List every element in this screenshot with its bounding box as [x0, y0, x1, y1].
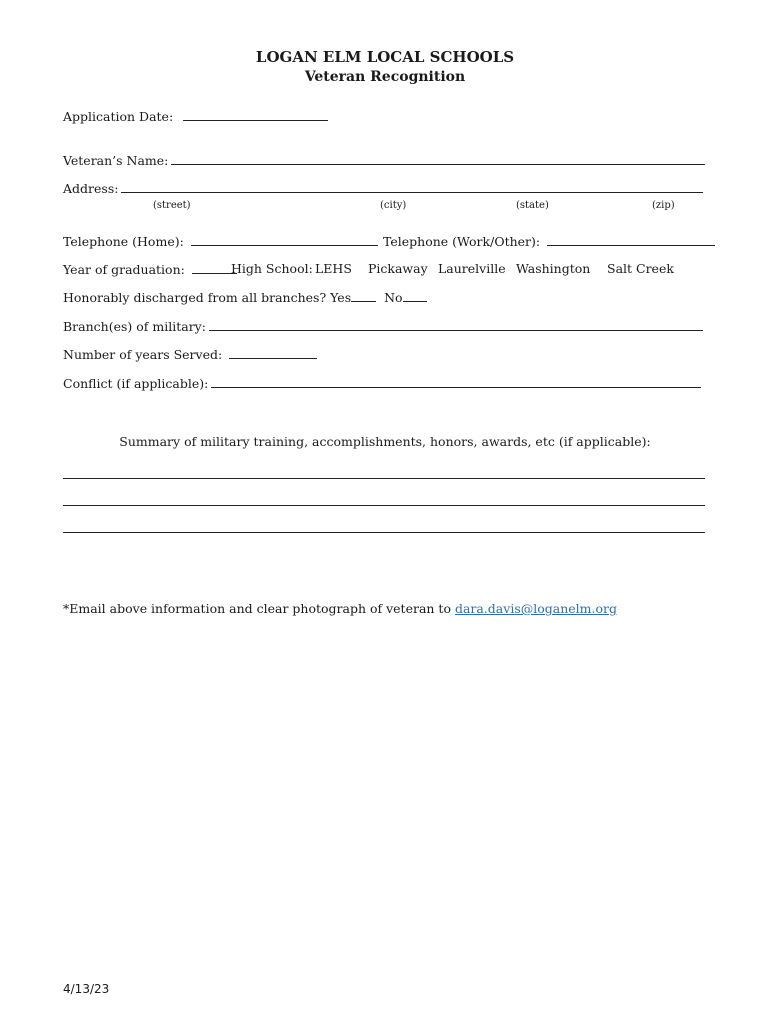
email-link[interactable]: dara.davis@loganelm.org	[454, 601, 617, 616]
branch-row	[63, 318, 703, 334]
summary-label: Summary of military training, accomplishments, honors, awards, etc (if applicable):	[119, 434, 651, 449]
address-zip-hint: (zip)	[652, 200, 675, 211]
high-school-label: High School:	[231, 261, 313, 276]
telephone-work-label: Telephone (Work/Other):	[383, 234, 541, 249]
years-served-field[interactable]	[229, 346, 317, 359]
school-option-washington[interactable]: Washington	[516, 261, 591, 276]
telephone-work-field[interactable]	[547, 233, 715, 246]
application-date-field[interactable]	[183, 108, 328, 121]
address-street-hint: (street)	[153, 200, 191, 211]
veteran-name-label: Veteran’s Name:	[63, 153, 169, 168]
veteran-name-row	[63, 152, 705, 168]
form-subtitle: Veteran Recognition	[304, 69, 466, 85]
branch-label: Branch(es) of military:	[63, 319, 206, 334]
conflict-field[interactable]	[211, 375, 701, 388]
discharged-no-label: No	[384, 290, 403, 305]
discharged-yes-field[interactable]	[351, 289, 376, 302]
veteran-name-field[interactable]	[171, 152, 705, 165]
school-option-pickaway[interactable]: Pickaway	[368, 261, 428, 276]
address-row	[63, 180, 703, 196]
years-served-row	[63, 346, 317, 362]
address-field[interactable]	[121, 180, 703, 193]
discharged-row	[63, 289, 427, 305]
telephone-work-row	[383, 233, 715, 249]
address-label: Address:	[63, 181, 119, 196]
summary-line-2[interactable]	[63, 505, 705, 506]
discharged-no-field[interactable]	[403, 289, 427, 302]
conflict-row	[63, 375, 701, 391]
school-option-lehs[interactable]: LEHS	[315, 261, 352, 276]
discharged-label: Honorably discharged from all branches? Yes	[63, 290, 352, 305]
school-option-laurelville[interactable]: Laurelville	[438, 261, 506, 276]
telephone-home-field[interactable]	[191, 233, 378, 246]
graduation-row	[63, 261, 237, 277]
telephone-home-label: Telephone (Home):	[63, 234, 184, 249]
application-date-row	[63, 108, 328, 124]
email-note-text: *Email above information and clear photograph of veteran to	[63, 601, 455, 616]
address-city-hint: (city)	[380, 200, 407, 211]
footer-date: 4/13/23	[63, 982, 110, 996]
email-note	[63, 601, 617, 616]
summary-line-3[interactable]	[63, 532, 705, 533]
telephone-home-row	[63, 233, 378, 249]
form-title: LOGAN ELM LOCAL SCHOOLS	[255, 48, 515, 66]
school-option-salt-creek[interactable]: Salt Creek	[607, 261, 674, 276]
summary-line-1[interactable]	[63, 478, 705, 479]
years-served-label: Number of years Served:	[63, 347, 223, 362]
application-date-label: Application Date:	[63, 109, 174, 124]
branch-field[interactable]	[209, 318, 703, 331]
year-graduation-label: Year of graduation:	[63, 262, 185, 277]
address-state-hint: (state)	[516, 200, 549, 211]
conflict-label: Conflict (if applicable):	[63, 376, 209, 391]
